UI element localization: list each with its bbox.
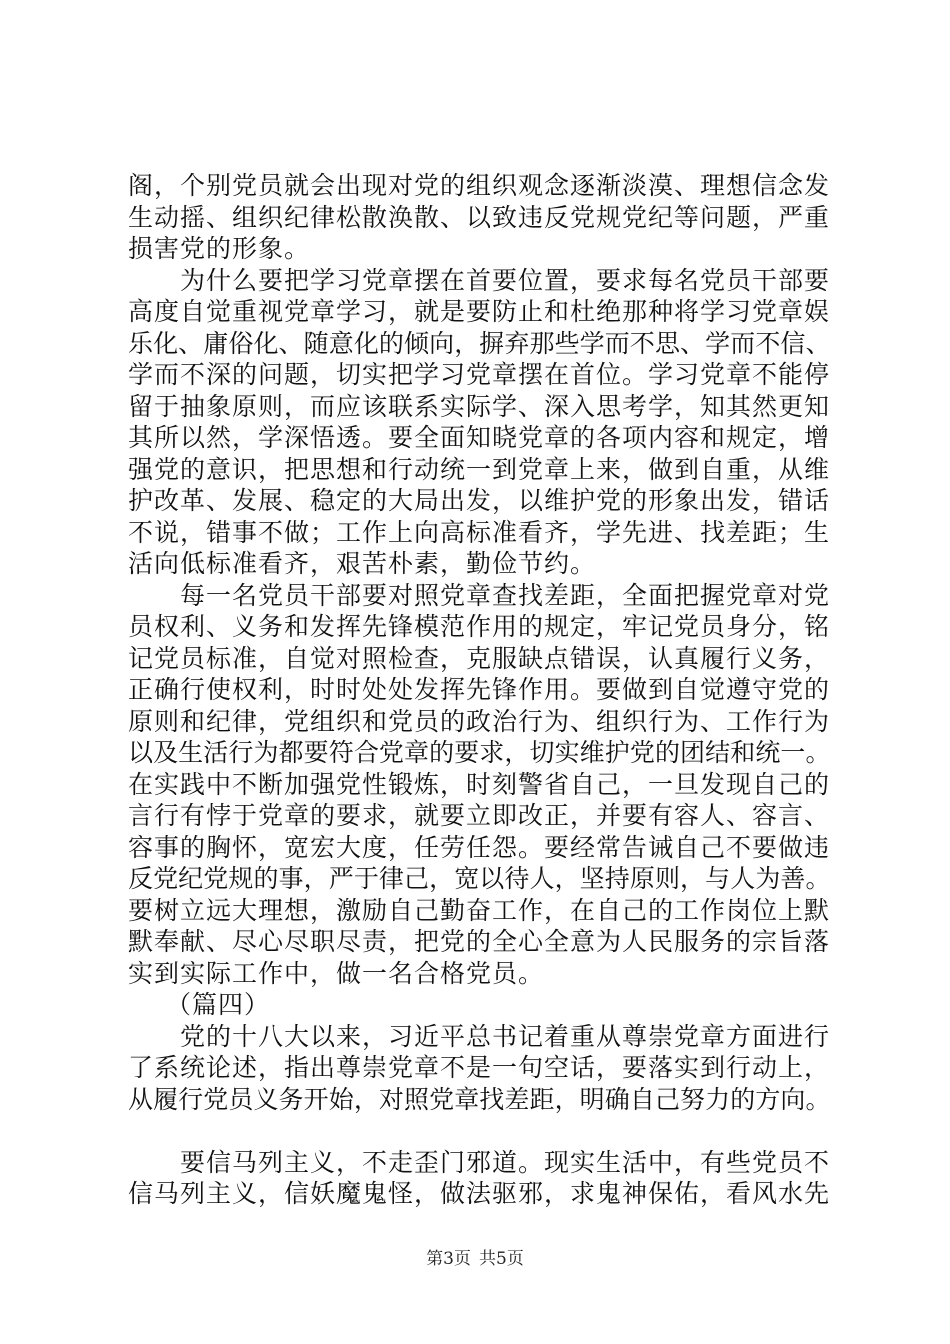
- text-line: 默奉献、尽心尽职尽责，把党的全心全意为人民服务的宗旨落: [128, 927, 831, 956]
- text-line: 为什么要把学习党章摆在首要位置，要求每名党员干部要: [180, 265, 831, 295]
- text-line: 容事的胸怀，宽宏大度，任劳任怨。要经常告诫自己不要做违: [128, 832, 831, 862]
- text-line: 在实践中不断加强党性锻炼，时刻警省自己，一旦发现自己的: [128, 769, 831, 799]
- text-line: 不说，错事不做；工作上向高标准看齐，学先进、找差距；生: [128, 517, 831, 547]
- text-line: 以及生活行为都要符合党章的要求，切实维护党的团结和统一。: [128, 738, 831, 767]
- text-line: 言行有悖于党章的要求，就要立即改正，并要有容人、容言、: [128, 801, 831, 830]
- text-line: 要信马列主义，不走歪门邪道。现实生活中，有些党员不: [180, 1147, 831, 1177]
- text-line: 其所以然，学深悟透。要全面知晓党章的各项内容和规定，增: [128, 423, 831, 452]
- paragraph: [128, 1021, 832, 1116]
- text-line: 每一名党员干部要对照党章查找差距，全面把握党章对党: [180, 580, 831, 610]
- text-line: 实到实际工作中，做一名合格党员。: [128, 958, 545, 988]
- text-line: 活向低标准看齐，艰苦朴素，勤俭节约。: [128, 549, 597, 578]
- paragraph: [128, 265, 832, 580]
- text-line: 生动摇、组织纪律松散涣散、以致违反党规党纪等问题，严重: [128, 202, 831, 232]
- text-line: 党的十八大以来，习近平总书记着重从尊崇党章方面进行: [180, 1021, 831, 1051]
- text-line: 从履行党员义务开始，对照党章找差距，明确自己努力的方向。: [128, 1084, 831, 1114]
- text-line: 正确行使权利，时时处处发挥先锋作用。要做到自觉遵守党的: [128, 675, 831, 704]
- text-line: 要树立远大理想，激励自己勤奋工作，在自己的工作岗位上默: [128, 895, 831, 925]
- text-line: （篇四）: [166, 990, 271, 1019]
- page-total: 共5页: [479, 1249, 524, 1269]
- blank-line: [128, 1115, 832, 1147]
- page-number: 第3页: [426, 1249, 471, 1269]
- text-line: 员权利、义务和发挥先锋模范作用的规定，牢记党员身分，铭: [128, 612, 831, 641]
- document-body: [128, 170, 832, 1210]
- paragraph: [128, 1147, 832, 1210]
- text-line: 高度自觉重视党章学习，就是要防止和杜绝那种将学习党章娱: [128, 297, 831, 326]
- section-heading: [128, 989, 832, 1021]
- text-line: 护改革、发展、稳定的大局出发，以维护党的形象出发，错话: [128, 486, 831, 515]
- text-line: 记党员标准，自觉对照检查，克服缺点错误，认真履行义务，: [128, 643, 831, 673]
- text-line: 了系统论述，指出尊崇党章不是一句空话，要落实到行动上，: [128, 1053, 831, 1082]
- text-line: 强党的意识，把思想和行动统一到党章上来，做到自重，从维: [128, 454, 831, 484]
- text-line: 损害党的形象。: [128, 234, 311, 263]
- page-footer: [0, 1244, 950, 1269]
- text-line: 阁，个别党员就会出现对党的组织观念逐渐淡漠、理想信念发: [128, 171, 831, 200]
- text-line: 乐化、庸俗化、随意化的倾向，摒弃那些学而不思、学而不信、: [128, 328, 831, 358]
- text-line: 信马列主义，信妖魔鬼怪，做法驱邪，求鬼神保佑，看风水先: [128, 1179, 831, 1208]
- text-line: 留于抽象原则，而应该联系实际学、深入思考学，知其然更知: [128, 391, 831, 421]
- text-line: 原则和纪律，党组织和党员的政治行为、组织行为、工作行为: [128, 706, 831, 736]
- text-line: 反党纪党规的事，严于律己，宽以待人，坚持原则，与人为善。: [128, 864, 831, 893]
- paragraph: [128, 580, 832, 990]
- text-line: 学而不深的问题，切实把学习党章摆在首位。学习党章不能停: [128, 360, 831, 389]
- paragraph: [128, 170, 832, 265]
